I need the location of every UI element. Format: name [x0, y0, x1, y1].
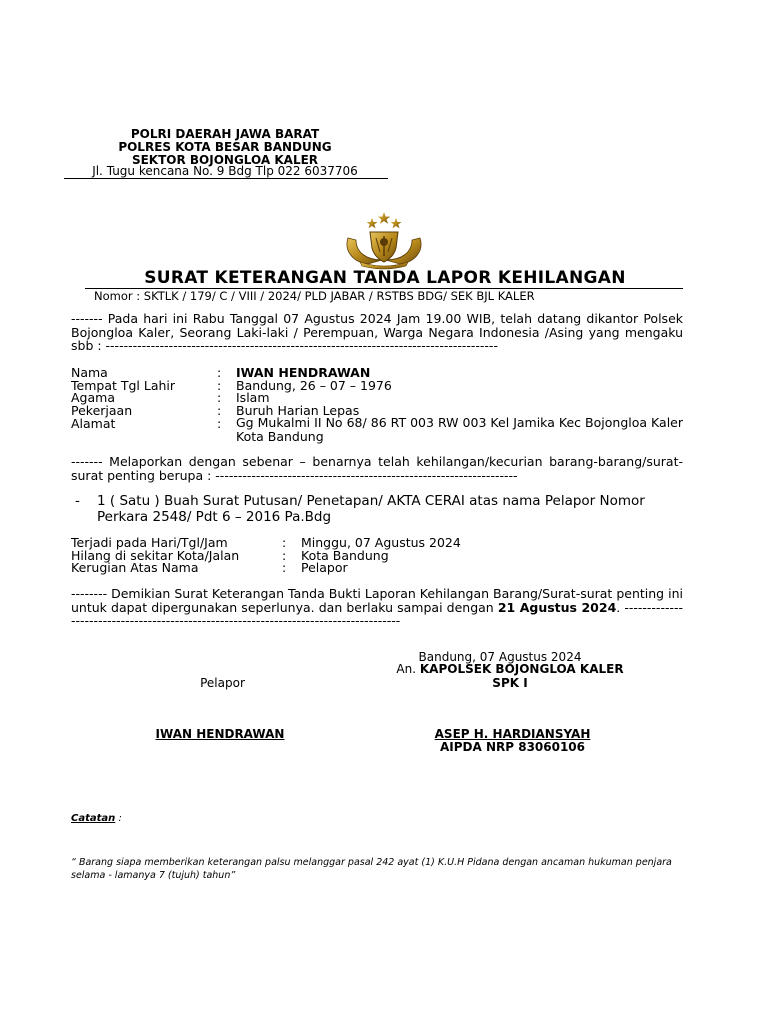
detail-colon: : [282, 560, 287, 575]
detail-value-time: Minggu, 07 Agustus 2024 [301, 535, 461, 550]
closing-text: -------- Demikian Surat Keterangan Tanda Bukti Laporan Kehilangan Barang/Surat-surat penting ini untuk dapat dipergunakan seperlunya. dan berlaku sampai dengan [71, 586, 683, 615]
lost-item: 1 ( Satu ) Buah Surat Putusan/ Penetapan/ AKTA CERAI atas nama Pelapor Nomor Perkara 2548/ Pdt 6 – 2016 Pa.Bdg [97, 493, 645, 525]
note-text: “ Barang siapa memberikan keterangan palsu melanggar pasal 242 ayat (1) K.U.H Pidana dengan ancaman hukuman penjara selama - lamanya 7 (tujuh) tahun” [71, 857, 672, 881]
detail-label-location: Hilang di sekitar Kota/Jalan [71, 548, 240, 563]
spk-label: SPK I [492, 676, 528, 690]
identity-colon: : [217, 365, 222, 380]
header-line-2: POLRES KOTA BESAR BANDUNG [118, 140, 332, 154]
officer-name: ASEP H. HARDIANSYAH [434, 727, 591, 741]
detail-label-loss: Kerugian Atas Nama [71, 560, 199, 575]
identity-label-religion: Agama [71, 390, 115, 405]
validity-date: 21 Agustus 2024 [497, 599, 617, 615]
on-behalf-prefix: An. [396, 662, 420, 676]
detail-label-time: Terjadi pada Hari/Tgl/Jam [71, 535, 228, 550]
closing-dashes: . -------------------------------------------------------------------------------------- [71, 599, 683, 628]
identity-value-religion: Islam [236, 390, 270, 405]
identity-label-birth: Tempat Tgl Lahir [71, 378, 176, 393]
note-heading-text: Catatan [71, 813, 116, 824]
detail-value-loss: Pelapor [301, 560, 348, 575]
place-date: Bandung, 07 Agustus 2024 [418, 650, 582, 664]
identity-value-address: Gg Mukalmi II No 68/ 86 RT 003 RW 003 Kel Jamika Kec Bojongloa Kaler Kota Bandung [236, 415, 683, 444]
kapolsek-title: KAPOLSEK BOJONGLOA KALER [419, 662, 624, 676]
header-address: Jl. Tugu kencana No. 9 Bdg Tlp 022 6037706 [92, 164, 358, 178]
identity-colon: : [217, 378, 222, 393]
document-number: Nomor : SKTLK / 179/ C / VIII / 2024/ PLD JABAR / RSTBS BDG/ SEK BJL KALER [94, 289, 535, 303]
intro-paragraph: ------- Pada hari ini Rabu Tanggal 07 Agustus 2024 Jam 19.00 WIB, telah datang dikantor Polsek Bojongloa Kaler, Seorang Laki-laki / Perempuan, Warga Negara Indonesia /Asing yang mengaku sbb : --------------------------------------------------------------------------------------- [71, 311, 683, 353]
identity-label-job: Pekerjaan [71, 403, 133, 418]
header-line-3: SEKTOR BOJONGLOA KALER [131, 153, 319, 167]
item-bullet: - [75, 493, 80, 509]
identity-value-job: Buruh Harian Lepas [236, 403, 360, 418]
identity-label-address: Alamat [71, 416, 116, 431]
pelapor-label: Pelapor [200, 676, 245, 690]
detail-colon: : [282, 548, 287, 563]
identity-value-name: IWAN HENDRAWAN [236, 365, 371, 380]
identity-colon: : [217, 403, 222, 418]
pelapor-name: IWAN HENDRAWAN [155, 727, 285, 741]
identity-colon: : [217, 416, 222, 431]
identity-value-birth: Bandung, 26 – 07 – 1976 [236, 378, 392, 393]
header-line-1: POLRI DAERAH JAWA BARAT [130, 127, 320, 141]
document-title: SURAT KETERANGAN TANDA LAPOR KEHILANGAN [144, 268, 626, 288]
report-paragraph: ------- Melaporkan dengan sebenar – benarnya telah kehilangan/kecurian barang-barang/surat-surat penting berupa : ------------------------------------------------------------------- [71, 454, 683, 483]
header-underline [64, 178, 388, 179]
note-heading-colon: : [115, 813, 122, 824]
detail-colon: : [282, 535, 287, 550]
signatory-office [360, 662, 660, 676]
officer-rank: AIPDA NRP 83060106 [439, 740, 586, 754]
identity-colon: : [217, 390, 222, 405]
closing-paragraph [71, 587, 683, 628]
police-emblem-icon [338, 208, 430, 270]
identity-label-name: Nama [71, 365, 108, 380]
note-heading [71, 813, 122, 824]
detail-value-location: Kota Bandung [301, 548, 389, 563]
